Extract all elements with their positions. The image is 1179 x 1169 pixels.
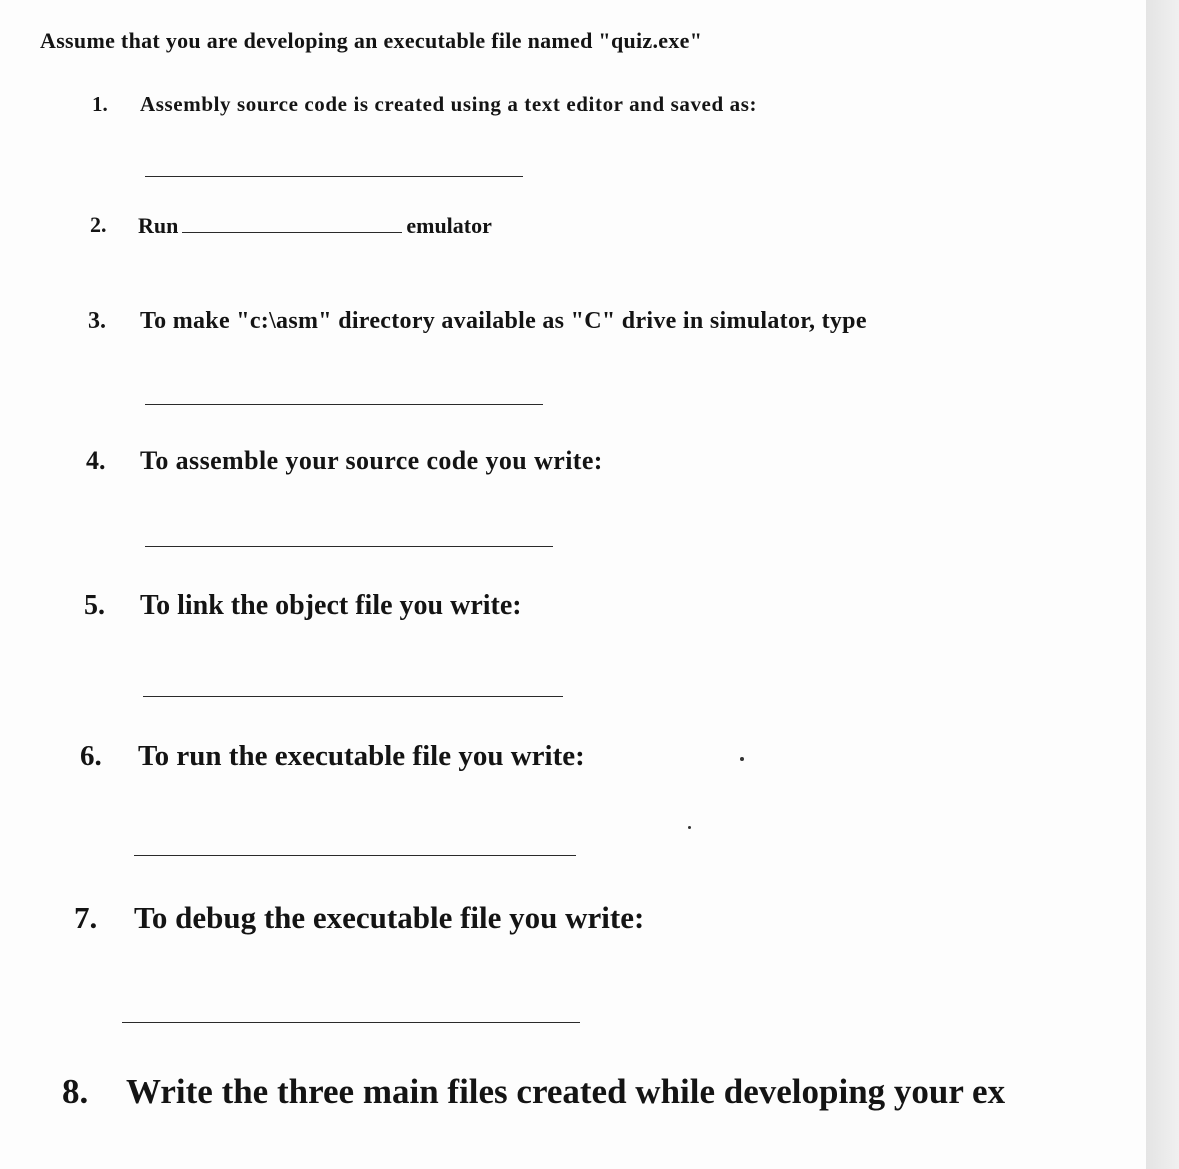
question-2 (90, 212, 690, 244)
question-4-number: 4. (86, 446, 106, 475)
question-1-text: Assembly source code is created using a text editor and saved as: (140, 92, 758, 116)
answer-blank-4[interactable] (145, 546, 553, 547)
question-4 (86, 446, 986, 482)
question-7-number: 7. (74, 900, 98, 935)
question-6 (80, 740, 980, 780)
page-edge-margin (1146, 0, 1179, 1169)
question-1 (92, 92, 1092, 122)
question-3-number: 3. (88, 308, 106, 334)
question-7 (74, 900, 974, 942)
question-2-number: 2. (90, 212, 107, 237)
question-5 (84, 590, 984, 628)
question-2-before: Run (138, 213, 179, 238)
question-3-text: To make "c:\asm" directory available as "C" drive in simulator, type (140, 308, 867, 334)
question-4-text: To assemble your source code you write: (140, 446, 603, 475)
answer-blank-2[interactable] (182, 212, 402, 233)
question-5-text: To link the object file you write: (140, 590, 522, 621)
answer-blank-7[interactable] (122, 1022, 580, 1023)
stray-dot-small (688, 826, 691, 829)
question-3 (88, 308, 1146, 342)
question-8 (62, 1072, 1146, 1120)
question-1-number: 1. (92, 92, 108, 116)
question-8-number: 8. (62, 1072, 89, 1111)
stray-dot (740, 757, 744, 761)
answer-blank-6[interactable] (134, 855, 576, 856)
question-6-number: 6. (80, 740, 102, 772)
question-8-text: Write the three main files created while developing your ex (126, 1072, 1006, 1111)
question-2-text (138, 212, 492, 239)
question-5-number: 5. (84, 590, 105, 621)
question-6-text: To run the executable file you write: (138, 740, 585, 772)
answer-blank-1[interactable] (145, 176, 523, 177)
question-2-after: emulator (406, 213, 492, 238)
intro-text: Assume that you are developing an executable file named "quiz.exe" (40, 28, 703, 53)
answer-blank-3[interactable] (145, 404, 543, 405)
question-7-text: To debug the executable file you write: (134, 900, 645, 935)
answer-blank-5[interactable] (143, 696, 563, 697)
